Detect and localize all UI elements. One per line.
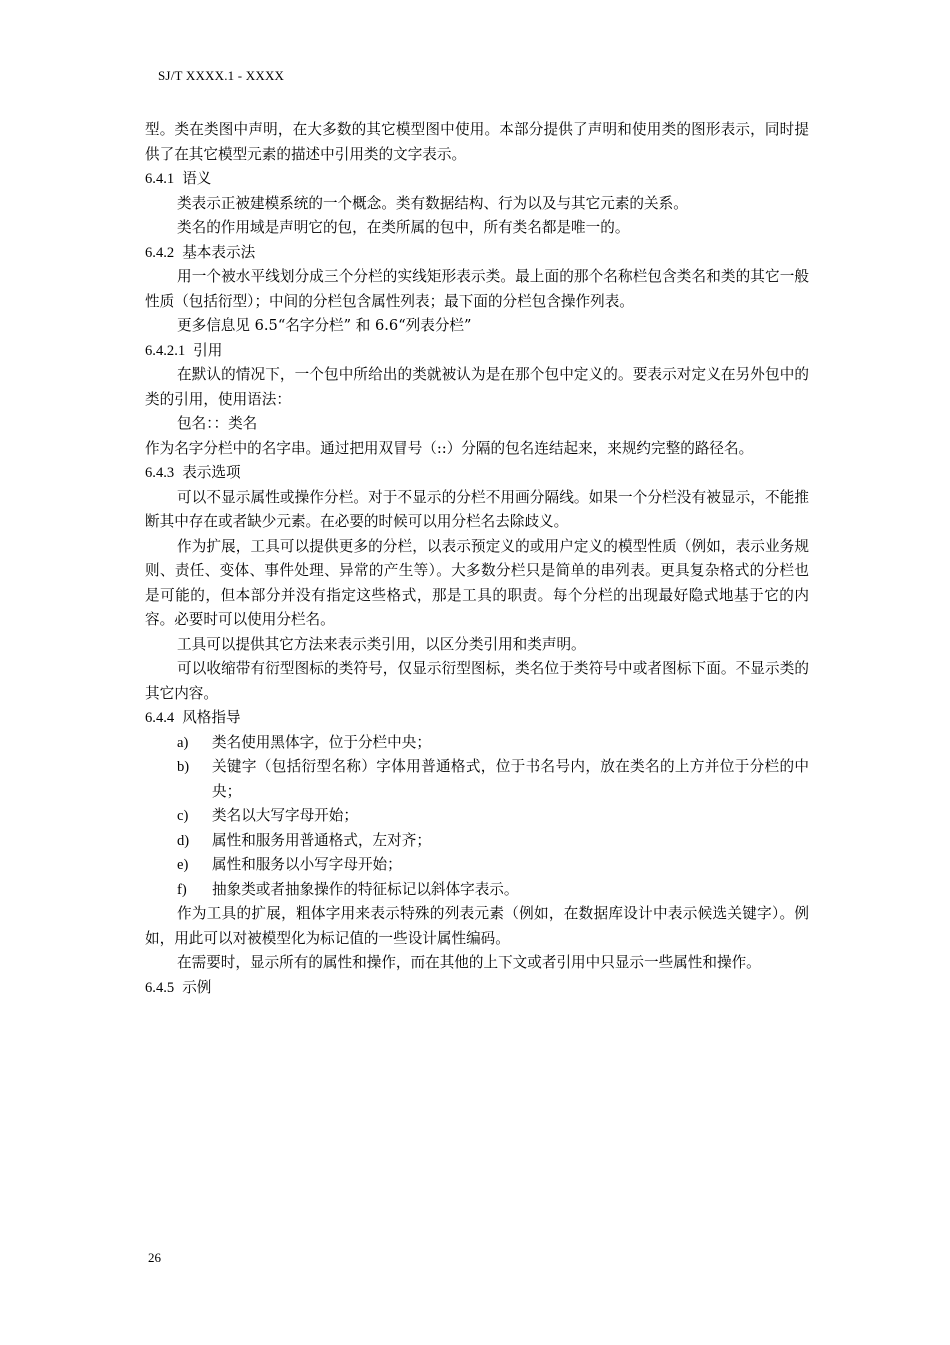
- list-text: 类名使用黑体字，位于分栏中央；: [212, 733, 431, 751]
- section-6-4-4-heading: [145, 706, 809, 731]
- list-marker: a): [177, 734, 189, 751]
- section-title: 示例: [182, 978, 212, 996]
- list-item: [145, 731, 809, 756]
- section-6-4-5-heading: [145, 976, 809, 1001]
- paragraph: 作为扩展，工具可以提供更多的分栏，以表示预定义的或用户定义的模型性质（例如，表示业务规则、责任、变体、事件处理、异常的产生等）。大多数分栏只是简单的串列表。更具复杂格式的分栏也是可能的，但本部分并没有指定这些格式，那是工具的职责。每个分栏的出现最好隐式地基于它的内容。必要时可以使用分栏名。: [145, 537, 809, 628]
- page-content: [145, 118, 809, 1000]
- paragraph: 可以不显示属性或操作分栏。对于不显示的分栏不用画分隔线。如果一个分栏没有被显示，不能推断其中存在或者缺少元素。在必要的时候可以用分栏名去除歧义。: [145, 488, 809, 530]
- list-item: [145, 804, 809, 829]
- syntax-example: 包名：：类名: [177, 415, 258, 432]
- section-number: 6.4.5: [145, 979, 175, 996]
- document-code-header: SJ/T XXXX.1 - XXXX: [158, 68, 285, 83]
- list-text: 关键字（包括衍型名称）字体用普通格式，位于书名号内，放在类名的上方并位于分栏的中央；: [212, 758, 809, 800]
- section-number: 6.4.1: [145, 171, 175, 187]
- section-number: 6.4.3: [145, 465, 175, 481]
- section-number: 6.4.2: [145, 244, 175, 261]
- list-marker: d): [177, 832, 190, 849]
- list-item: [145, 878, 809, 903]
- section-6-4-3-heading: [145, 461, 809, 486]
- list-text: 属性和服务以小写字母开始；: [212, 856, 402, 873]
- paragraph: 工具可以提供其它方法来表示类引用，以区分类引用和类声明。: [177, 635, 586, 653]
- page-number: 26: [148, 1250, 161, 1265]
- intro-paragraph: 型。类在类图中声明，在大多数的其它模型图中使用。本部分提供了声明和使用类的图形表示，同时提供了在其它模型元素的描述中引用类的文字表示。: [145, 121, 809, 163]
- paragraph: 在需要时，显示所有的属性和操作，而在其他的上下文或者引用中只显示一些属性和操作。: [177, 954, 761, 971]
- section-title: 风格指导: [182, 709, 241, 726]
- paragraph: 类名的作用域是声明它的包，在类所属的包中，所有类名都是唯一的。: [177, 219, 630, 236]
- section-title: 引用: [193, 341, 223, 359]
- paragraph: 类表示正被建模系统的一个概念。类有数据结构、行为以及与其它元素的关系。: [177, 194, 688, 212]
- list-marker: f): [177, 881, 187, 898]
- paragraph: 用一个被水平线划分成三个分栏的实线矩形表示类。最上面的那个名称栏包含类名和类的其它一般性质（包括衍型）；中间的分栏包含属性列表；最下面的分栏包含操作列表。: [145, 268, 809, 310]
- paragraph: 更多信息见 6.5“名字分栏” 和 6.6“列表分栏”: [177, 317, 472, 334]
- list-item: [145, 755, 809, 804]
- list-marker: b): [177, 759, 190, 775]
- section-number: 6.4.4: [145, 710, 175, 726]
- section-title: 语义: [182, 170, 212, 187]
- paragraph: 可以收缩带有衍型图标的类符号，仅显示衍型图标，类名位于类符号中或者图标下面。不显示类的其它内容。: [145, 660, 809, 702]
- section-title: 表示选项: [182, 464, 241, 481]
- list-marker: c): [177, 808, 189, 824]
- section-6-4-1-heading: [145, 167, 809, 192]
- section-title: 基本表示法: [182, 243, 256, 261]
- list-item: [145, 853, 809, 878]
- paragraph: 作为工具的扩展，粗体字用来表示特殊的列表元素（例如，在数据库设计中表示候选关键字）。例如，用此可以对被模型化为标记值的一些设计属性编码。: [145, 905, 809, 947]
- paragraph: 作为名字分栏中的名字串。通过把用双冒号（::）分隔的包名连结起来，来规约完整的路径名。: [145, 439, 754, 457]
- list-item: [145, 829, 809, 854]
- list-text: 类名以大写字母开始；: [212, 807, 358, 824]
- section-6-4-2-1-heading: [145, 339, 809, 364]
- section-number: 6.4.2.1: [145, 342, 186, 359]
- list-text: 抽象类或者抽象操作的特征标记以斜体字表示。: [212, 880, 519, 898]
- list-text: 属性和服务用普通格式，左对齐；: [212, 831, 431, 849]
- section-6-4-2-heading: [145, 241, 809, 266]
- list-marker: e): [177, 857, 189, 873]
- paragraph: 在默认的情况下，一个包中所给出的类就被认为是在那个包中定义的。要表示对定义在另外包中的类的引用，使用语法：: [145, 366, 809, 408]
